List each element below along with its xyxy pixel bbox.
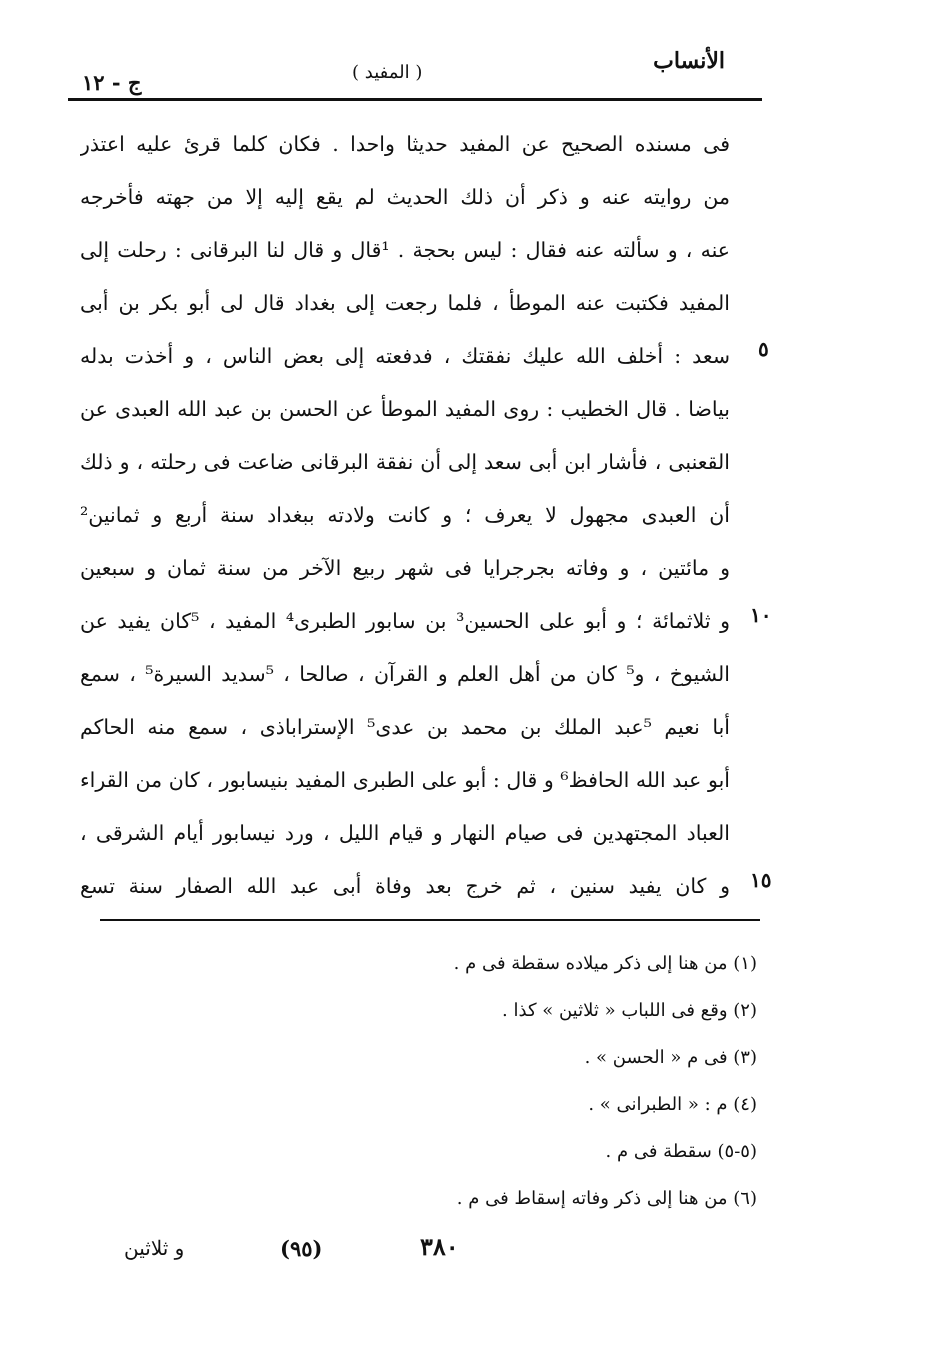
footnote: (٢) وقع فى اللباب « ثلاثين » كذا . [502, 1000, 757, 1021]
text-line: و كان يفيد سنين ، ثم خرج بعد وفاة أبى عبد الله الصفار سنة تسع [80, 874, 730, 898]
footnote: (٦) من هنا إلى ذكر وفاته إسقاط فى م . [456, 1188, 757, 1209]
footnote: (٣) فى م « الحسن » . [584, 1047, 757, 1068]
text-line: سعد : أخلف الله عليك نفقتك ، فدفعته إلى بعض الناس ، و أخذت بدله [80, 344, 730, 368]
text-line: العباد المجتهدين فى صيام النهار و قيام الليل ، ورد نيسابور أيام الشرقى ، [80, 821, 730, 845]
footnote: (١) من هنا إلى ذكر ميلاده سقطة فى م . [453, 953, 757, 974]
text-line: أبو عبد الله الحافظ⁶ و قال : أبو على الطبرى المفيد بنيسابور ، كان من القراء [80, 768, 730, 792]
entry-heading: ( المفيد ) [352, 62, 423, 83]
text-line: أبا نعيم ⁵عبد الملك بن محمد بن عدى⁵ الإستراباذى ، سمع منه الحاكم [80, 715, 730, 739]
text-line: المفيد فكتبت عنه الموطأ ، فلما رجعت إلى بغداد قال لى أبو بكر بن أبى [80, 291, 730, 315]
page-number: ٣٨٠ [420, 1232, 459, 1261]
text-line: فى مسنده الصحيح عن المفيد حديثا واحدا . فكان كلما قرئ عليه اعتذر [80, 132, 730, 156]
volume-number: ج - ١٢ [82, 70, 142, 95]
footnote-rule [100, 919, 760, 921]
text-line: من روايته عنه و ذكر أن ذلك الحديث لم يقع إليه إلا من جهته فأخرجه [80, 185, 730, 209]
catchword: و ثلاثين [124, 1236, 185, 1260]
text-line: و ثلاثمائة ؛ و أبو على الحسين³ بن سابور الطبرى⁴ المفيد ، ⁵كان يفيد عن [80, 609, 730, 633]
text-line: و مائتين ، و وفاته بجرجرايا فى شهر ربيع الآخر من سنة ثمان و سبعين [80, 556, 730, 580]
line-number-10: ١٠ [750, 603, 772, 627]
running-title: الأنساب [653, 48, 725, 74]
text-line: عنه ، و سألته عنه فقال : ليس بحجة . ¹قال و قال لنا البرقانى : رحلت إلى [80, 238, 730, 262]
signature-mark: (٩٥) [280, 1236, 323, 1261]
text-line: الشيوخ ، و⁵ كان من أهل العلم و القرآن ، صالحا ، ⁵سديد السيرة⁵ ، سمع [80, 662, 730, 686]
text-line: أن العبدى مجهول لا يعرف ؛ و كانت ولادته ببغداد سنة أربع و ثمانين² [80, 503, 730, 527]
footnote: (٤) م : « الطبرانى » . [588, 1094, 757, 1115]
line-number-15: ١٥ [750, 868, 772, 892]
header-rule [68, 98, 762, 101]
text-line: القعنبى ، فأشار ابن أبى سعد إلى أن نفقة البرقانى ضاعت فى رحلته ، و ذلك [80, 450, 730, 474]
line-number-5: ٥ [758, 337, 769, 361]
text-line: بياضا . قال الخطيب : روى المفيد الموطأ عن الحسن بن عبد الله العبدى عن [80, 397, 730, 421]
main-text [80, 118, 730, 913]
footnote: (٥-٥) سقطة فى م . [605, 1141, 757, 1162]
footnotes [337, 940, 757, 1222]
